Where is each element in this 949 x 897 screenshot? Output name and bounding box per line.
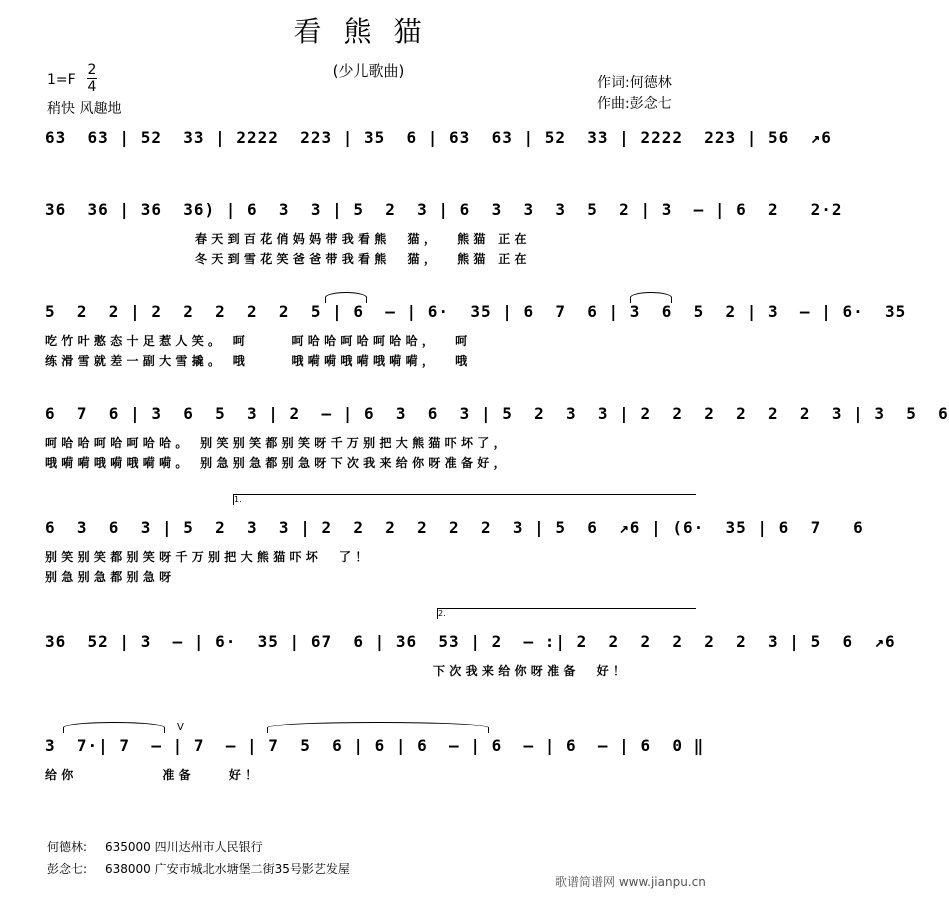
volta-first-ending <box>233 494 696 505</box>
breath-mark: V <box>177 722 184 733</box>
lyricist-credit: 作词:何德林 <box>597 75 672 91</box>
tempo-marking: 稍快 风趣地 <box>47 101 122 117</box>
score-row-4 <box>45 404 949 470</box>
contact-lyricist-address: 635000 四川达州市人民银行 <box>105 840 263 854</box>
time-top: 2 <box>87 62 97 78</box>
song-subtitle: (少儿歌曲) <box>332 62 405 80</box>
score-row-6 <box>45 609 896 678</box>
lyrics-row-3-verse-2: 练滑雪就差一副大雪撬。 哦 哦嗬嗬哦嗬哦嗬嗬， 哦 <box>45 354 472 368</box>
notes-row-3: 5 2 2 | 2 2 2 2 2 5 | 6 – | 6· 35 | 6 7 6 | 3 6 5 2 | 3 – | 6· 35 <box>45 302 907 321</box>
notes-row-6: 36 52 | 3 – | 6· 35 | 67 6 | 36 53 | 2 – :| 2 2 2 2 2 2 3 | 5 6 ↗6 <box>45 632 896 651</box>
time-signature <box>87 62 97 95</box>
notes-row-5: 6 3 6 3 | 5 2 3 3 | 2 2 2 2 2 2 3 | 5 6 ↗6 | (6· 35 | 6 7 6 <box>45 518 864 537</box>
song-title: 看熊猫 <box>293 15 444 48</box>
lyrics-row-6-verse-1: 下次我来给你呀准备 好！ <box>433 664 630 678</box>
lyrics-row-5-verse-2: 别急别急都别急呀 <box>45 570 176 584</box>
site-watermark: 歌谱简谱网 www.jianpu.cn <box>555 875 706 889</box>
score-row-2 <box>45 200 843 266</box>
tie-mark <box>63 722 165 733</box>
tie-mark <box>267 722 489 733</box>
score-row-1 <box>45 128 832 158</box>
notes-row-1: 63 63 | 52 33 | 2222 223 | 35 6 | 63 63 | 52 33 | 2222 223 | 56 ↗6 <box>45 128 832 147</box>
notes-row-7: 3 7·| 7 – | 7 – | 7 5 6 | 6 | 6 – | 6 – | 6 – | 6 0 ‖ <box>45 736 705 755</box>
contact-composer-address: 638000 广安市城北水塘堡二街35号影艺发屋 <box>105 862 350 876</box>
volta-number: 2. <box>438 609 446 618</box>
notes-row-4: 6 7 6 | 3 6 5 3 | 2 – | 6 3 6 3 | 5 2 3 3 | 2 2 2 2 2 2 3 | 3 5 6 <box>45 404 949 423</box>
lyrics-row-2-verse-1: 春天到百花俏妈妈带我看熊 猫， 熊猫 正在 <box>195 232 531 246</box>
volta-second-ending <box>437 608 696 619</box>
lyrics-row-3-verse-1: 吃竹叶憨态十足惹人笑。 呵 呵哈哈呵哈呵哈哈， 呵 <box>45 334 472 348</box>
lyrics-row-7-verse-1: 给你 准备 好！ <box>45 768 262 782</box>
composer-credit: 作曲:彭念七 <box>597 96 672 112</box>
lyrics-row-4-verse-1: 呵哈哈呵哈呵哈哈。 别笑别笑都别笑呀千万别把大熊猫吓坏了， <box>45 436 510 450</box>
score-row-7 <box>45 722 705 782</box>
lyrics-row-5-verse-1: 别笑别笑都别笑呀千万别把大熊猫吓坏 了！ <box>45 550 372 564</box>
score-row-5 <box>45 495 864 584</box>
notes-row-2: 36 36 | 36 36) | 6 3 3 | 5 2 3 | 6 3 3 3 5 2 | 3 – | 6 2 2·2 <box>45 200 843 219</box>
lyrics-row-4-verse-2: 哦嗬嗬哦嗬哦嗬嗬。 别急别急都别急呀下次我来给你呀准备好， <box>45 456 510 470</box>
time-bottom: 4 <box>87 79 97 95</box>
contact-composer-name: 彭念七: <box>47 862 88 876</box>
lyrics-row-2-verse-2: 冬天到雪花笑爸爸带我看熊 猫， 熊猫 正在 <box>195 252 531 266</box>
score-row-3 <box>45 302 907 368</box>
volta-number: 1. <box>234 495 242 504</box>
key-signature: 1=F <box>47 72 76 88</box>
contact-lyricist-name: 何德林: <box>47 840 88 854</box>
